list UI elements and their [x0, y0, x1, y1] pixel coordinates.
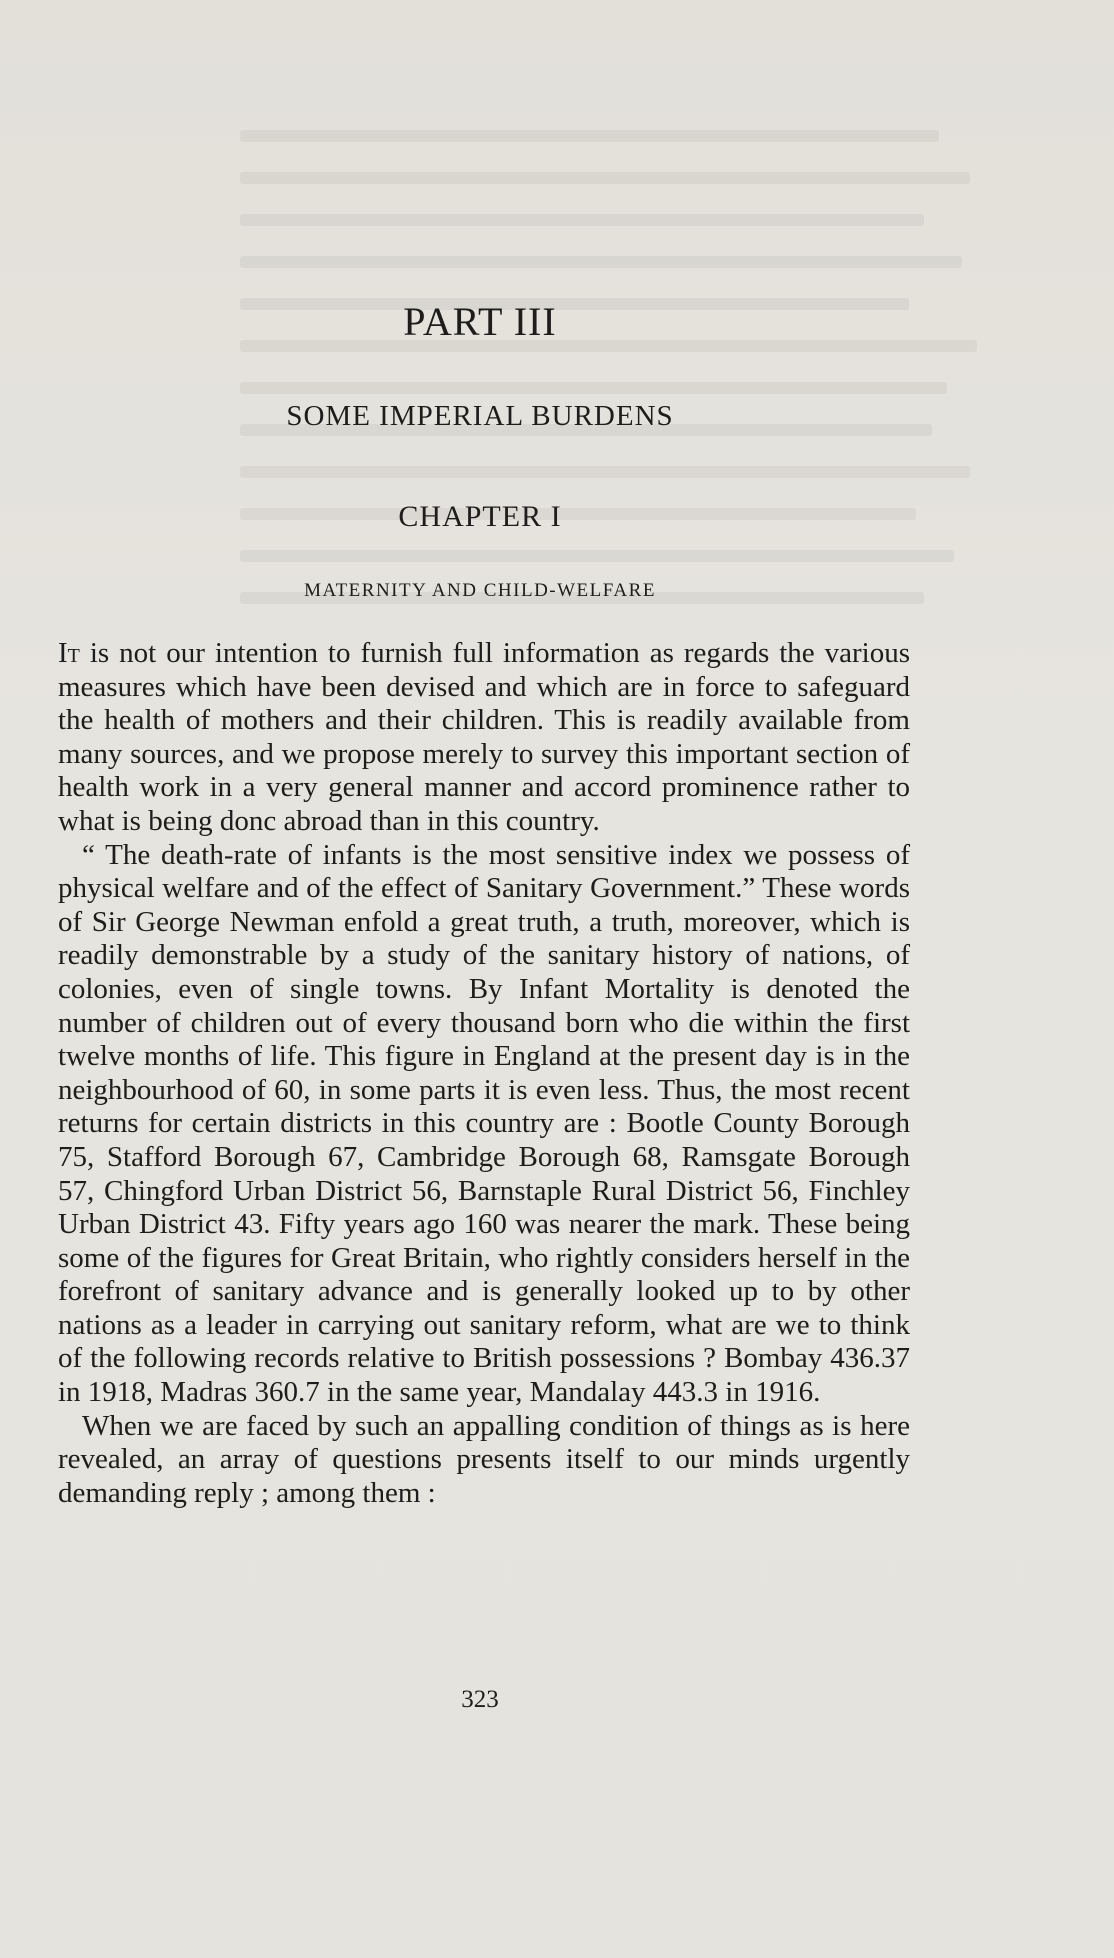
paragraph-2: “ The death-rate of infants is the most sensitive index we possess of physical welfare and of the effect of Sanitary Government.” These words of Sir George Newman enfold a great truth, a truth, moreover, which is readily demonstrable by a study of the sanitary history of nations, of colonies, even of single towns. By Infant Mortality is denoted the number of children out of every thousand born who die within the first twelve months of life. This figure in England at the present day is in the neighbourhood of 60, in some parts it is even less. Thus, the most recent returns for certain districts in this country are : Bootle County Borough 75, Stafford Borough 67, Cambridge Borough 68, Ramsgate Borough 57, Chingford Urban District 56, Barnstaple Rural District 56, Finchley Urban District 43. Fifty years ago 160 was nearer the mark. These being some of the figures for Great Britain, who rightly considers herself in the forefront of sanitary advance and is generally looked up to by other nations as a leader in carrying out sanitary reform, what are we to think of the following records relative to British possessions ? Bombay 436.37 in 1918, Madras 360.7 in the same year, Mandalay 443.3 in 1916.: [58, 838, 910, 1409]
part-title: PART III: [403, 299, 557, 344]
body-text: [58, 637, 910, 1510]
paragraph-lead-word: It: [58, 637, 80, 669]
part-subtitle: SOME IMPERIAL BURDENS: [286, 400, 674, 432]
chapter-subtitle: MATERNITY AND CHILD-WELFARE: [304, 580, 656, 601]
paragraph-text: is not our intention to furnish full information as regards the various measures which have been devised and which are in force to safeguard the health of mothers and their children. This is readily available from many sources, and we propose merely to survey this important section of health work in a very general manner and accord prominence rather to what is being donc abroad than in this country.: [58, 637, 910, 837]
paragraph-3: When we are faced by such an appalling condition of things as is here revealed, an array of questions presents itself to our minds urgently demanding reply ; among them :: [58, 1409, 910, 1509]
paragraph-1: [58, 637, 910, 839]
page-number: 323: [461, 1686, 499, 1713]
chapter-title: CHAPTER I: [398, 500, 562, 533]
